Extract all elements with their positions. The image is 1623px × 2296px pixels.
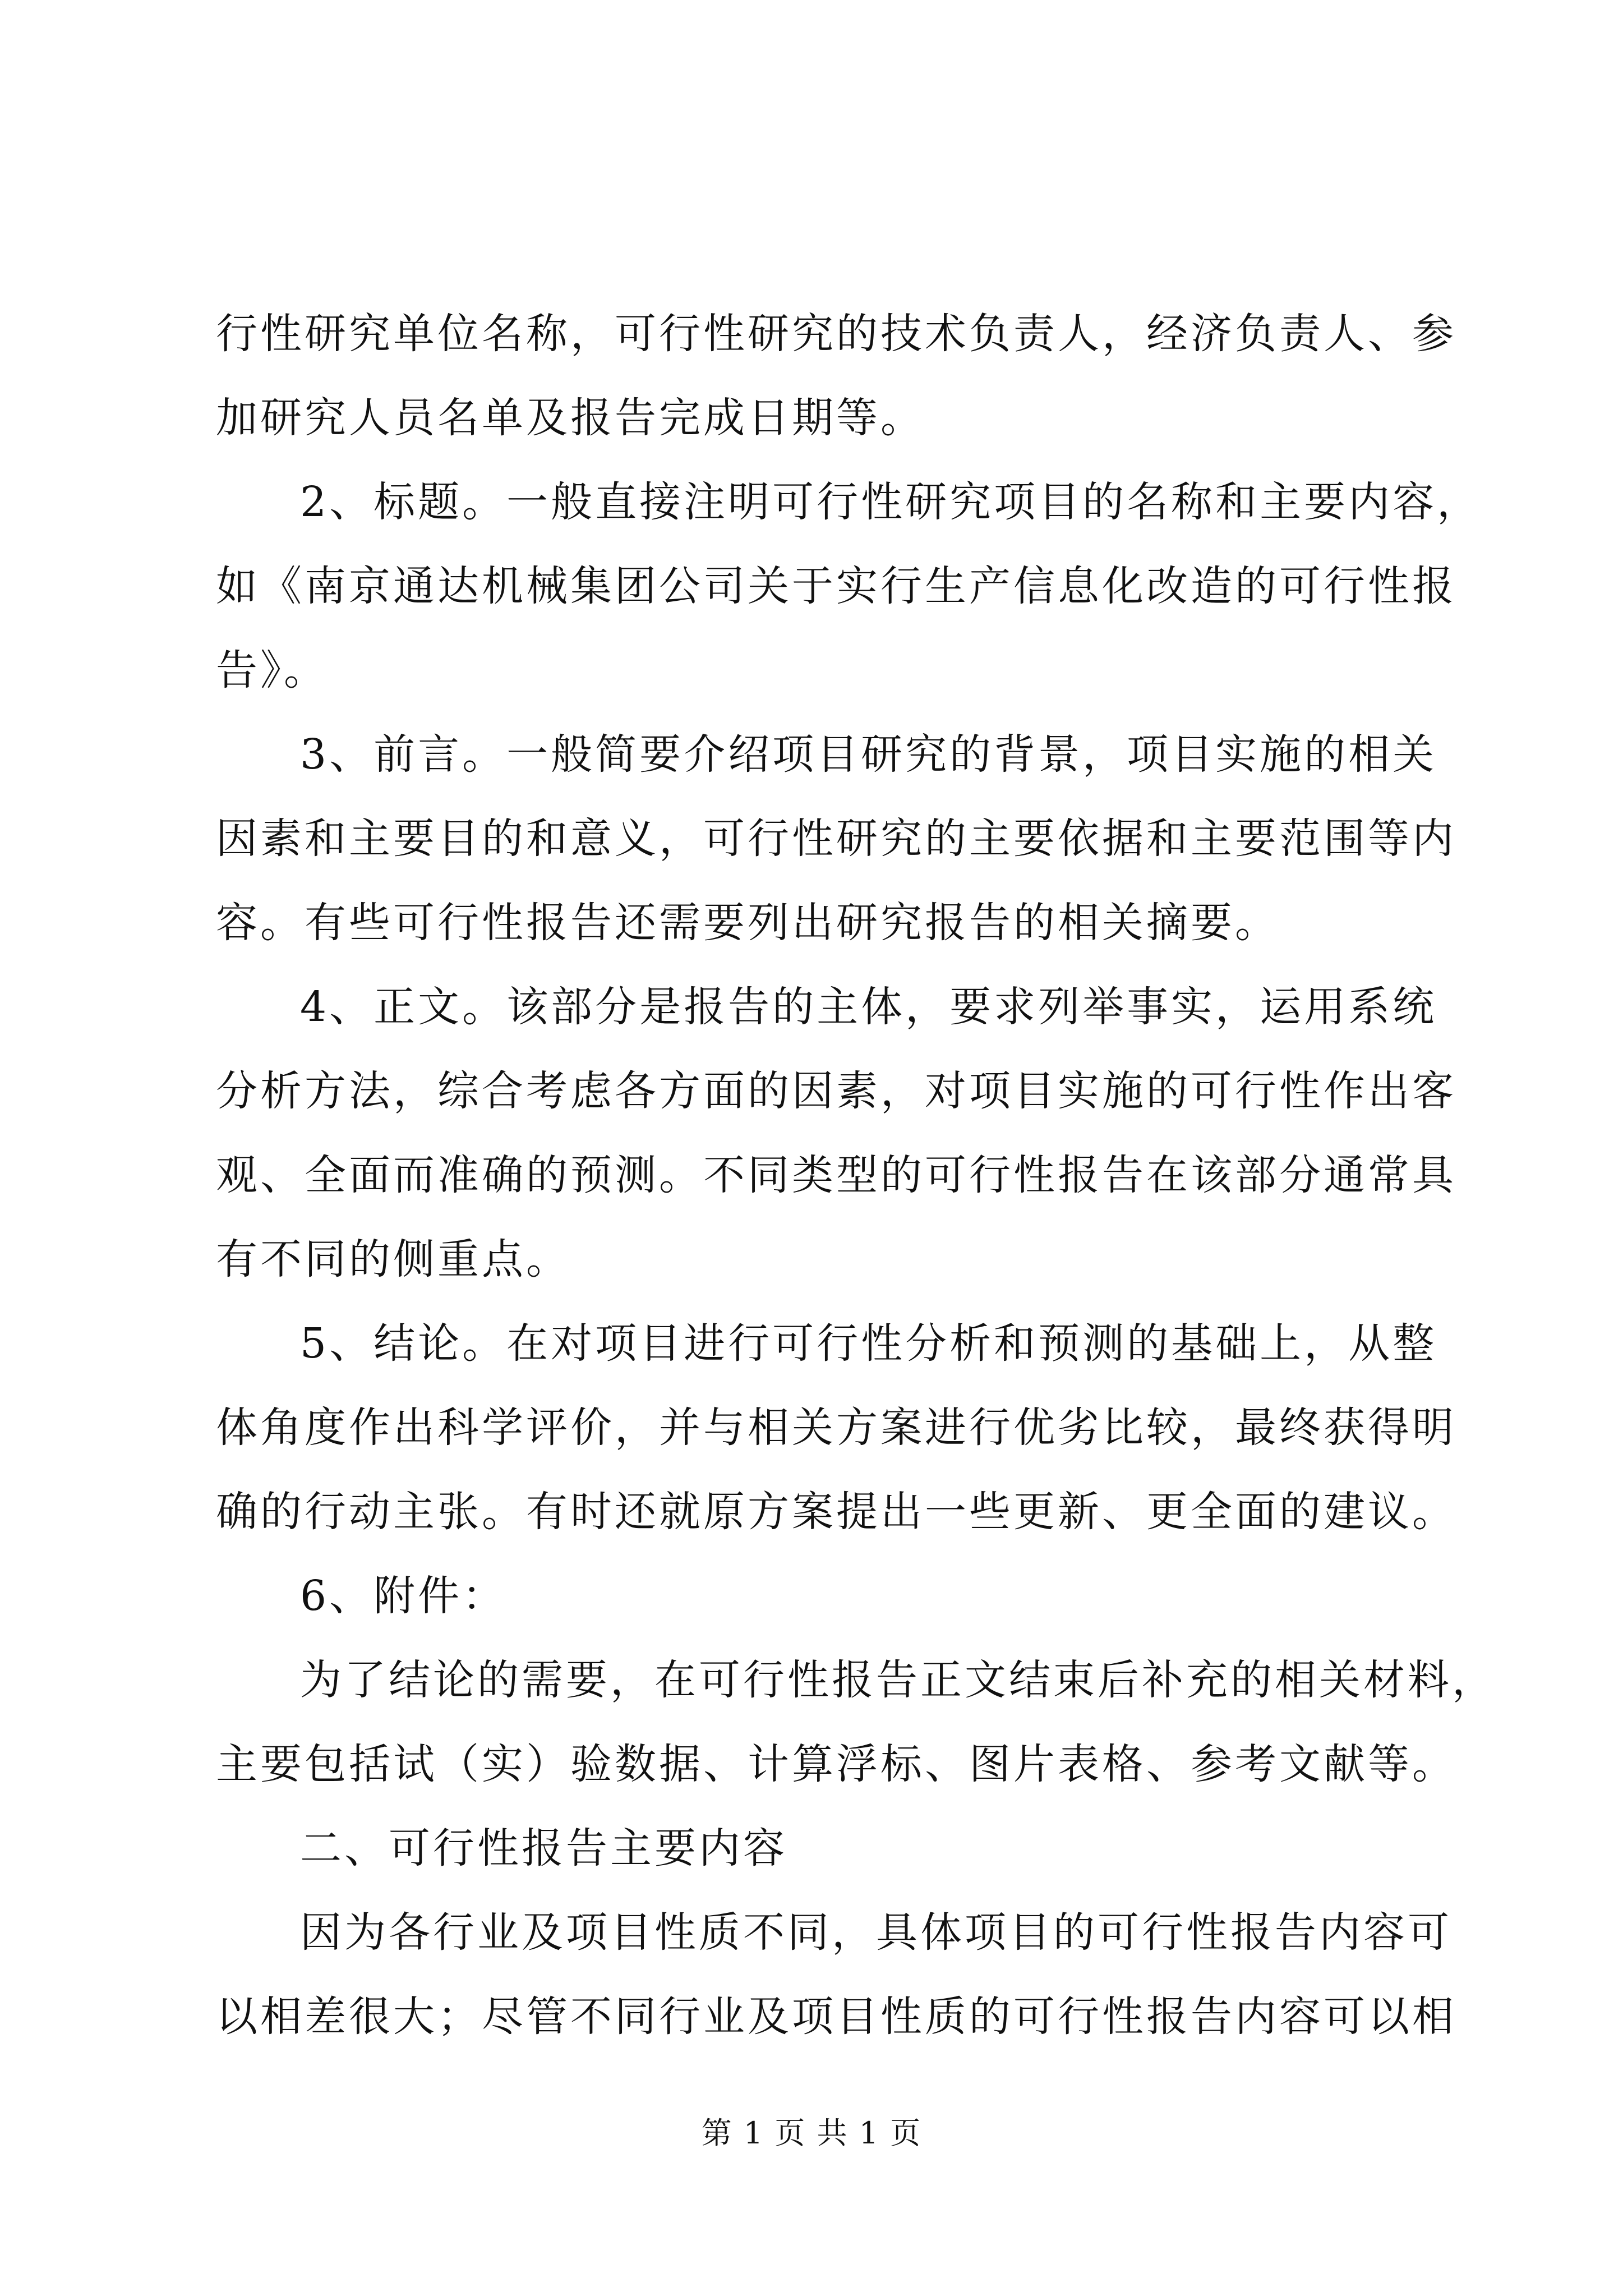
body-line: 为了结论的需要，在可行性报告正文结束后补充的相关材料， bbox=[300, 1656, 1496, 1704]
body-line: 4、正文。该部分是报告的主体，要求列举事实，运用系统 bbox=[300, 983, 1437, 1031]
section-heading: 二、可行性报告主要内容 bbox=[300, 1824, 787, 1872]
body-line: 因为各行业及项目性质不同，具体项目的可行性报告内容可 bbox=[300, 1908, 1452, 1957]
body-line: 5、结论。在对项目进行可行性分析和预测的基础上，从整 bbox=[300, 1319, 1437, 1368]
body-line: 主要包括试（实）验数据、计算浮标、图片表格、参考文献等。 bbox=[216, 1740, 1456, 1788]
body-line: 容。有些可行性报告还需要列出研究报告的相关摘要。 bbox=[216, 899, 1279, 947]
body-line: 有不同的侧重点。 bbox=[216, 1235, 570, 1283]
document-body bbox=[216, 292, 1496, 2059]
body-line: 告》。 bbox=[216, 646, 328, 694]
page-footer bbox=[0, 2109, 1623, 2152]
body-line: 因素和主要目的和意义，可行性研究的主要依据和主要范围等内 bbox=[216, 815, 1456, 863]
body-line: 加研究人员名单及报告完成日期等。 bbox=[216, 394, 925, 442]
body-line: 分析方法，综合考虑各方面的因素，对项目实施的可行性作出客 bbox=[216, 1067, 1456, 1115]
body-line: 体角度作出科学评价，并与相关方案进行优劣比较，最终获得明 bbox=[216, 1404, 1456, 1452]
body-line: 确的行动主张。有时还就原方案提出一些更新、更全面的建议。 bbox=[216, 1488, 1456, 1536]
body-line: 6、附件： bbox=[300, 1572, 507, 1620]
body-line: 以相差很大；尽管不同行业及项目性质的可行性报告内容可以相 bbox=[216, 1993, 1456, 2041]
body-line: 观、全面而准确的预测。不同类型的可行性报告在该部分通常具 bbox=[216, 1151, 1456, 1199]
body-line: 行性研究单位名称，可行性研究的技术负责人，经济负责人、参 bbox=[216, 310, 1456, 358]
page-number-label: 第 1 页 共 1 页 bbox=[701, 2115, 922, 2151]
body-line: 如《南京通达机械集团公司关于实行生产信息化改造的可行性报 bbox=[216, 562, 1456, 610]
body-line: 3、前言。一般简要介绍项目研究的背景，项目实施的相关 bbox=[300, 730, 1437, 779]
body-line: 2、标题。一般直接注明可行性研究项目的名称和主要内容， bbox=[300, 478, 1482, 526]
